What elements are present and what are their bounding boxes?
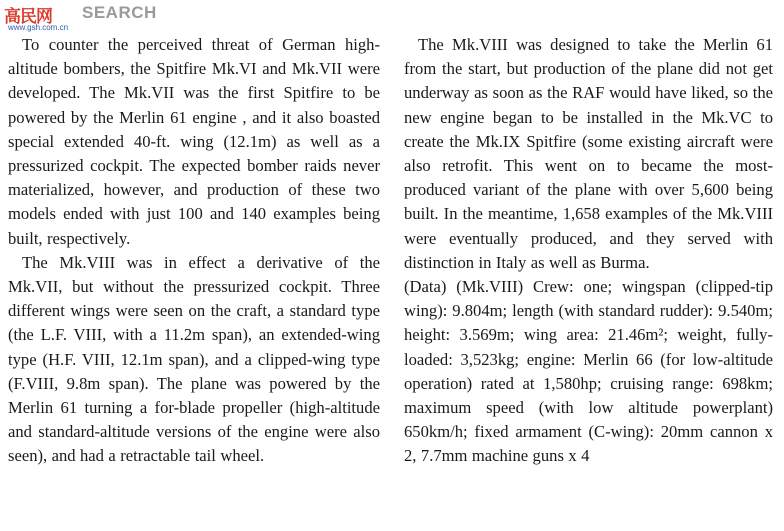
watermark-logo: 高民网 xyxy=(4,7,52,26)
spec-data-paragraph: (Data) (Mk.VIII) Crew: one; wingspan (clipped-tip wing): 9.804m; length (with standard rudder): 9.540m; height: 3.569m; wing area: 21.46m²; weight, fully-loaded: 3,523kg; engine: Merlin 66 (for low-altitude operation) rated at 1,580hp; cruising range: 698km; maximum speed (with low altitude powerplant) 650km/h; fixed armament (C-wing): 20mm cannon x 2, 7.7mm machine guns x 4 xyxy=(404,277,773,466)
right-paragraph-1: The Mk.VIII was designed to take the Merlin 61 from the start, but production of the plane did not get underway as soon as the RAF would have liked, so the new engine began to be installed in the Mk.VC to create the Mk.IX Spitfire (some existing aircraft were also retrofit. This went on to became the most-produced variant of the plane with over 5,600 being built. In the meantime, 1,658 examples of the Mk.VIII were eventually produced, and they served with distinction in Italy as well as Burma. xyxy=(404,35,773,272)
left-paragraph-2: The Mk.VIII was in effect a derivative of the Mk.VII, but without the pressurized cockpit. Three different wings were seen on the craft, a standard type (the L.F. VIII, with a 11.2m span), an extended-wing type (H.F. VIII, 12.1m span), and a clipped-wing type (F.VIII, 9.8m span). The plane was powered by the Merlin 61 turning a for-blade propeller (high-altitude and standard-altitude versions of the engine were also seen), and had a retractable tail wheel. xyxy=(8,252,380,466)
right-column xyxy=(404,33,773,469)
watermark-search-label: SEARCH xyxy=(82,3,157,22)
left-column xyxy=(8,33,380,469)
watermark-url: www.gsh.com.cn xyxy=(8,23,69,32)
watermark xyxy=(4,2,174,32)
left-paragraph-1: To counter the perceived threat of German high-altitude bombers, the Spitfire Mk.VI and Mk.VII were developed. The Mk.VII was the first Spitfire to be powered by the Merlin 61 engine , and it also boasted special extended 40-ft. wing (12.1m) as well as a pressurized cockpit. The expected bomber raids never materialized, however, and production of these two models ended with just 100 and 140 examples being built, respectively. xyxy=(8,35,380,248)
